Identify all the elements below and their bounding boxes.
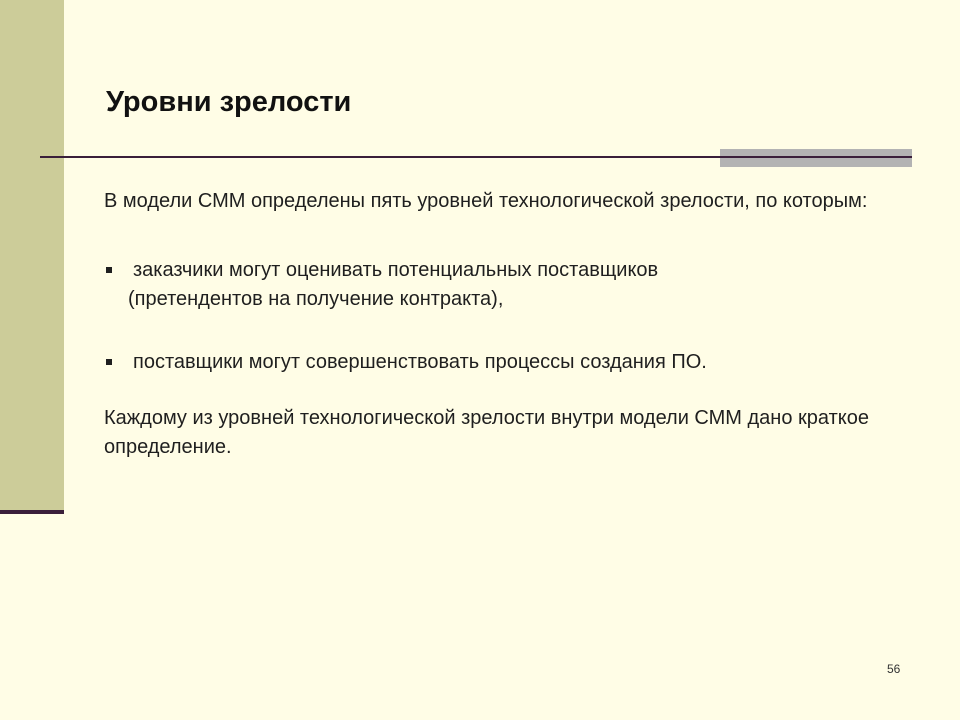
bullet-item [104, 348, 914, 377]
bullet-text-line: поставщики могут совершенствовать процессы создания ПО. [133, 351, 707, 373]
conclusion-paragraph: Каждому из уровней технологической зрелости внутри модели СММ дано краткое определение. [104, 407, 869, 458]
square-bullet-icon [106, 359, 112, 365]
title-accent-block [720, 149, 912, 167]
square-bullet-icon [106, 267, 112, 273]
left-side-bar-rule [0, 510, 64, 514]
slide-body [104, 187, 914, 462]
intro-paragraph: В модели СММ определены пять уровней технологической зрелости, по которым: [104, 190, 868, 212]
left-side-bar [0, 0, 64, 512]
page-number: 56 [887, 662, 901, 676]
bullet-item [104, 256, 914, 314]
slide-title: Уровни зрелости [106, 86, 352, 118]
bullet-text-line: заказчики могут оценивать потенциальных поставщиков [133, 259, 659, 281]
title-accent-line [720, 156, 912, 158]
bullet-text-line: (претендентов на получение контракта), [128, 288, 504, 310]
